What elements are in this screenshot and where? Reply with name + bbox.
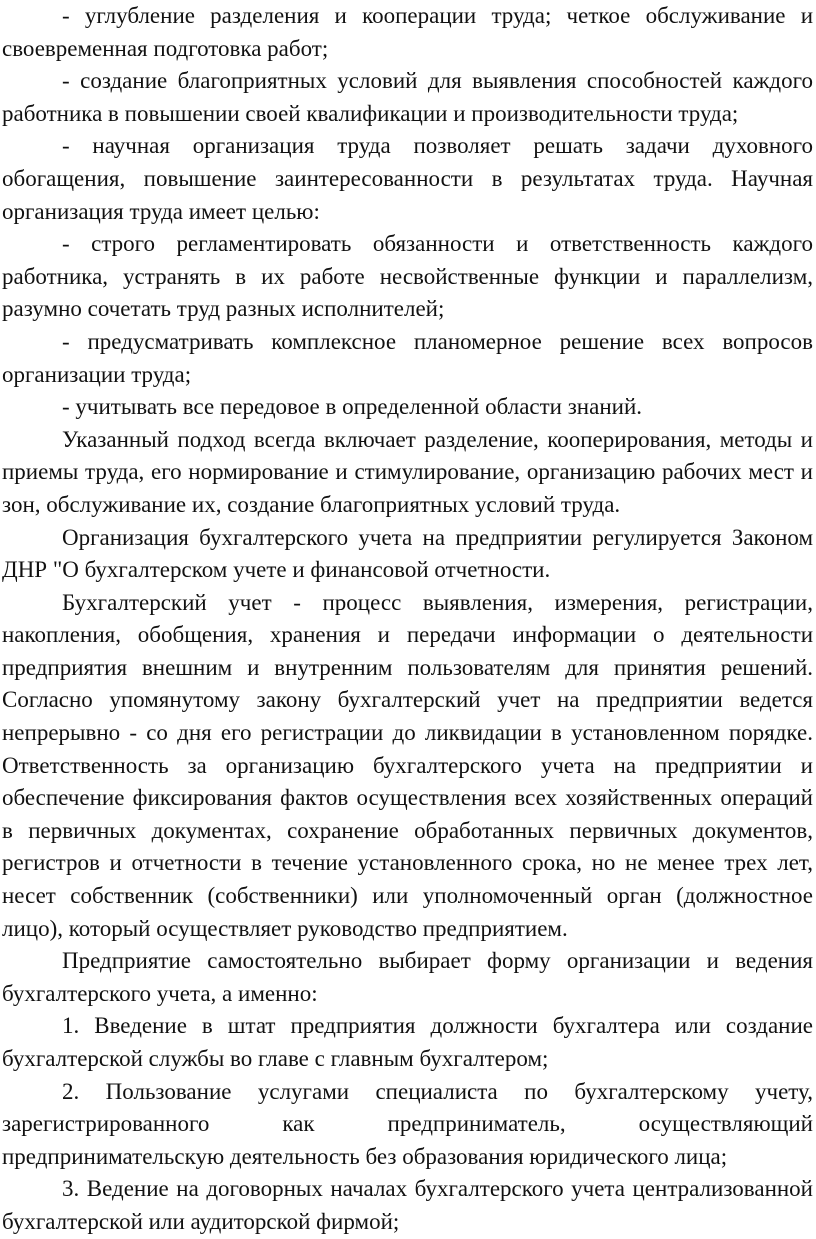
paragraph: - углубление разделения и кооперации труда; четкое обслуживание и своевременная подготовка работ; [2,3,813,61]
paragraph: - предусматривать комплексное планомерное решение всех вопросов организации труда; [2,328,813,387]
paragraph: Бухгалтерский учет - процесс выявления, измерения, регистрации, накопления, обобщения, хранения и передачи информации о деятельности предприятия внешним и внутренним пользователям для принятия решений. Согласно упомянутому закону бухгалтерский учет на предприятии ведется непрерывно - со дня его регистрации до ликвидации в установленном порядке. Ответственность за организацию бухгалтерского учета на предприятии и обеспечение фиксирования фактов осуществления всех хозяйственных операций в первичных документах, сохранение обработанных первичных документов, регистров и отчетности в течение установленного срока, но не менее трех лет, несет собственник (собственники) или уполномоченный орган (должностное лицо), который осуществляет руководство предприятием. [2,589,813,941]
paragraph: 1. Введение в штат предприятия должности бухгалтера или создание бухгалтерской службы во главе с главным бухгалтером; [2,1013,813,1071]
paragraph: - научная организация труда позволяет решать задачи духовного обогащения, повышение заинтересованности в результатах труда. Научная организация труда имеет целью: [2,133,813,224]
paragraph: - учитывать все передовое в определенной области знаний. [62,394,642,420]
paragraph: 2. Пользование услугами специалиста по бухгалтерскому учету, зарегистрированного как предприниматель, осуществляющий предпринимательскую деятельность без образования юридического лица; [2,1078,813,1169]
paragraph: - строго регламентировать обязанности и ответственность каждого работника, устранять в их работе несвойственные функции и параллелизм, разумно сочетать труд разных исполнителей; [2,231,813,322]
paragraph: Указанный подход всегда включает разделение, кооперирования, методы и приемы труда, его нормирование и стимулирование, организацию рабочих мест и зон, обслуживание их, создание благоприятных условий труда. [2,426,813,517]
paragraph: Организация бухгалтерского учета на предприятии регулируется Законом ДНР "О бухгалтерском учете и финансовой отчетности. [2,524,813,583]
paragraph: Предприятие самостоятельно выбирает форму организации и ведения бухгалтерского учета, а именно: [2,948,813,1006]
paragraph: 3. Ведение на договорных началах бухгалтерского учета централизованной бухгалтерской или аудиторской фирмой; [2,1176,813,1234]
paragraph: - создание благоприятных условий для выявления способностей каждого работника в повышении своей квалификации и производительности труда; [2,68,813,126]
